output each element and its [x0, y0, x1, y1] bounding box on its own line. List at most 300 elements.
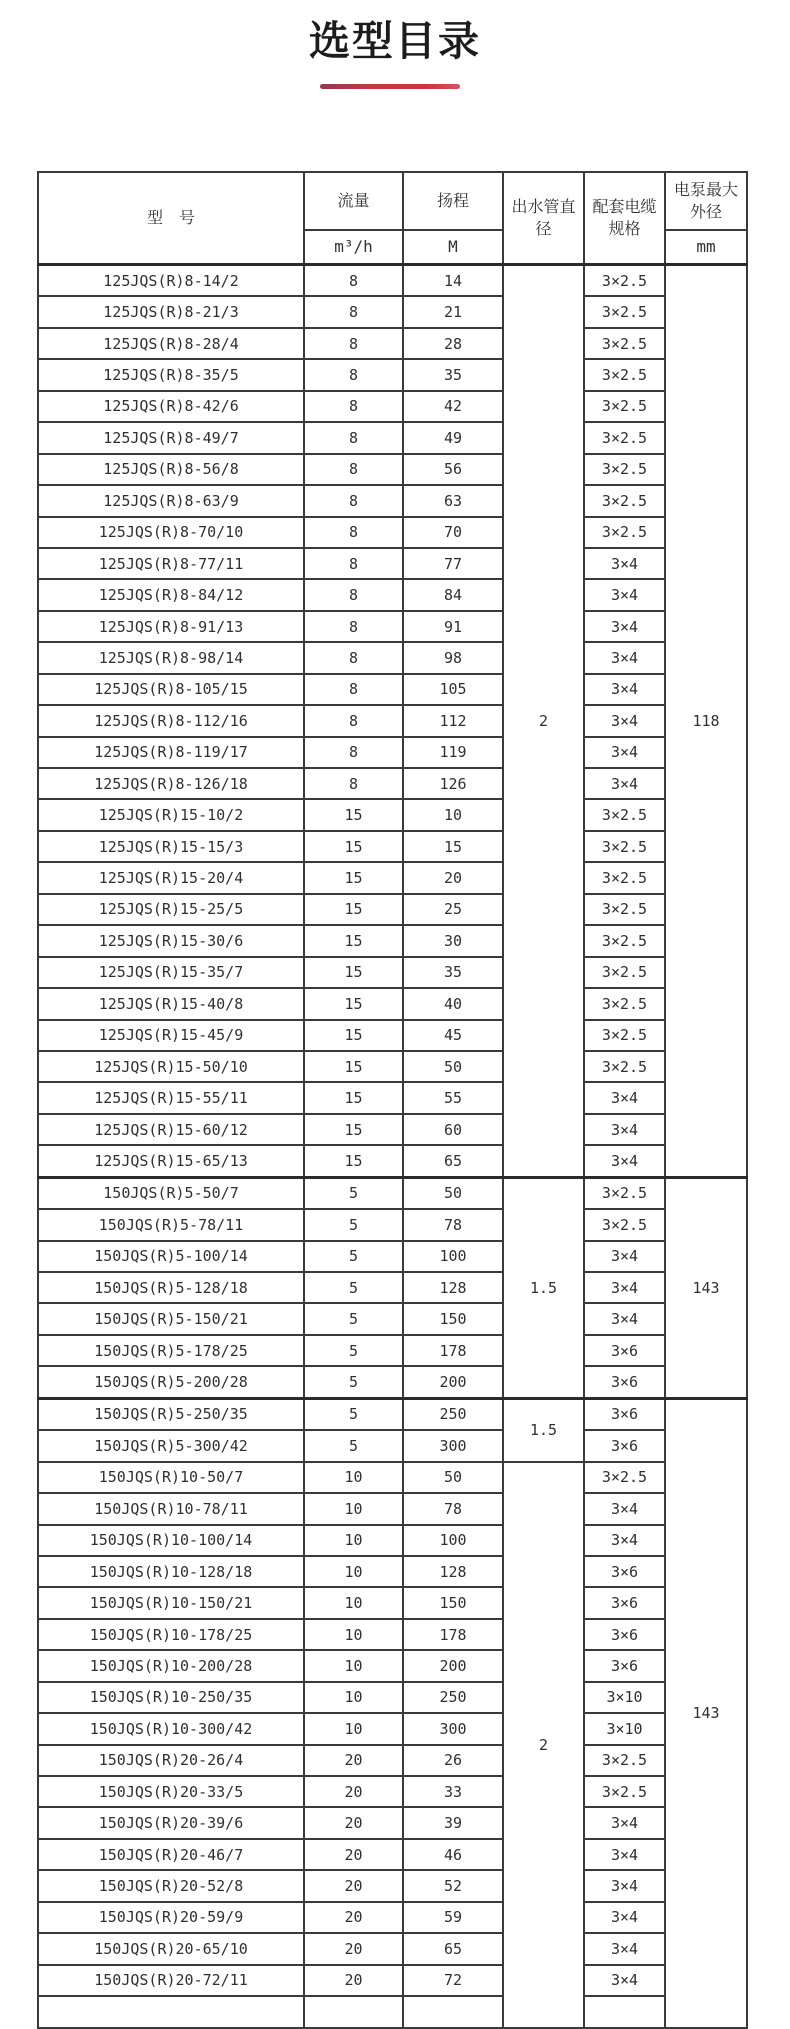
head-cell: 10 — [403, 799, 503, 830]
table-row — [38, 485, 747, 516]
model-cell: 150JQS(R)10-150/21 — [38, 1587, 304, 1618]
model-cell: 150JQS(R)10-250/35 — [38, 1682, 304, 1713]
flow-cell: 8 — [304, 705, 403, 736]
pump-max-od-cell: 143 — [665, 1177, 747, 1398]
flow-cell: 8 — [304, 296, 403, 327]
head-cell: 35 — [403, 359, 503, 390]
head-cell: 20 — [403, 862, 503, 893]
head-cell: 52 — [403, 1870, 503, 1901]
cable-spec-cell: 3×2.5 — [584, 454, 665, 485]
head-cell: 39 — [403, 1807, 503, 1838]
head-cell: 150 — [403, 1303, 503, 1334]
head-cell: 28 — [403, 328, 503, 359]
head-cell: 178 — [403, 1335, 503, 1366]
pump-max-od-cell: 143 — [665, 1398, 747, 2027]
flow-cell: 20 — [304, 1776, 403, 1807]
cable-spec-cell: 3×2.5 — [584, 831, 665, 862]
cable-spec-cell: 3×2.5 — [584, 1177, 665, 1209]
cable-spec-cell: 3×6 — [584, 1430, 665, 1461]
table-row — [38, 1241, 747, 1272]
head-cell: 49 — [403, 422, 503, 453]
cable-spec-cell: 3×4 — [584, 1870, 665, 1901]
cable-spec-cell: 3×4 — [584, 1114, 665, 1145]
model-cell: 125JQS(R)8-35/5 — [38, 359, 304, 390]
model-cell: 150JQS(R)10-100/14 — [38, 1525, 304, 1556]
head-cell: 40 — [403, 988, 503, 1019]
model-cell: 125JQS(R)15-50/10 — [38, 1051, 304, 1082]
table-row — [38, 1933, 747, 1964]
table-row — [38, 1807, 747, 1838]
cable-spec-cell: 3×4 — [584, 1493, 665, 1524]
model-cell: 150JQS(R)10-200/28 — [38, 1650, 304, 1681]
cable-spec-cell: 3×2.5 — [584, 328, 665, 359]
table-row — [38, 1209, 747, 1240]
model-cell: 125JQS(R)15-20/4 — [38, 862, 304, 893]
pump-selection-table — [37, 171, 748, 2029]
model-cell: 125JQS(R)15-40/8 — [38, 988, 304, 1019]
cable-spec-cell: 3×4 — [584, 1933, 665, 1964]
model-cell: 125JQS(R)8-70/10 — [38, 517, 304, 548]
cable-spec-cell — [584, 1996, 665, 2027]
cable-spec-cell: 3×2.5 — [584, 1051, 665, 1082]
cable-spec-cell: 3×2.5 — [584, 296, 665, 327]
table-row — [38, 1082, 747, 1113]
table-row — [38, 1619, 747, 1650]
model-cell: 150JQS(R)5-100/14 — [38, 1241, 304, 1272]
cable-spec-cell: 3×2.5 — [584, 988, 665, 1019]
table-row — [38, 1051, 747, 1082]
model-cell: 125JQS(R)15-25/5 — [38, 894, 304, 925]
cable-spec-cell: 3×6 — [584, 1335, 665, 1366]
model-cell: 125JQS(R)15-15/3 — [38, 831, 304, 862]
cable-spec-cell: 3×4 — [584, 1525, 665, 1556]
flow-cell: 5 — [304, 1241, 403, 1272]
model-cell: 150JQS(R)20-46/7 — [38, 1839, 304, 1870]
table-row — [38, 768, 747, 799]
head-cell: 65 — [403, 1145, 503, 1177]
flow-cell: 8 — [304, 391, 403, 422]
model-cell: 125JQS(R)8-112/16 — [38, 705, 304, 736]
head-cell: 200 — [403, 1366, 503, 1398]
header-head: 扬程 — [403, 172, 503, 230]
flow-cell: 15 — [304, 799, 403, 830]
table-row — [38, 1398, 747, 1430]
table-row — [38, 705, 747, 736]
model-cell: 150JQS(R)20-39/6 — [38, 1807, 304, 1838]
header-cable-spec: 配套电缆规格 — [584, 172, 665, 265]
head-cell: 56 — [403, 454, 503, 485]
model-cell: 150JQS(R)20-33/5 — [38, 1776, 304, 1807]
head-cell: 78 — [403, 1493, 503, 1524]
pump-max-od-cell: 118 — [665, 265, 747, 1178]
head-cell: 50 — [403, 1462, 503, 1493]
cable-spec-cell: 3×4 — [584, 1902, 665, 1933]
flow-cell: 20 — [304, 1933, 403, 1964]
table-row — [38, 988, 747, 1019]
cable-spec-cell: 3×6 — [584, 1587, 665, 1618]
table-row — [38, 862, 747, 893]
model-cell: 150JQS(R)5-250/35 — [38, 1398, 304, 1430]
cable-spec-cell: 3×4 — [584, 737, 665, 768]
model-cell: 150JQS(R)10-128/18 — [38, 1556, 304, 1587]
table-row — [38, 265, 747, 297]
table-row — [38, 925, 747, 956]
head-cell: 70 — [403, 517, 503, 548]
cable-spec-cell: 3×2.5 — [584, 799, 665, 830]
flow-cell: 15 — [304, 1114, 403, 1145]
head-cell: 33 — [403, 1776, 503, 1807]
flow-cell: 10 — [304, 1713, 403, 1744]
flow-cell: 8 — [304, 265, 403, 297]
flow-cell: 8 — [304, 611, 403, 642]
model-cell — [38, 1996, 304, 2027]
cable-spec-cell: 3×4 — [584, 1272, 665, 1303]
model-cell: 125JQS(R)8-49/7 — [38, 422, 304, 453]
head-cell: 50 — [403, 1051, 503, 1082]
table-row — [38, 517, 747, 548]
cable-spec-cell: 3×10 — [584, 1713, 665, 1744]
model-cell: 150JQS(R)20-65/10 — [38, 1933, 304, 1964]
cable-spec-cell: 3×2.5 — [584, 925, 665, 956]
page-title: 选型目录 — [309, 17, 481, 65]
head-cell: 42 — [403, 391, 503, 422]
head-cell: 63 — [403, 485, 503, 516]
table-row — [38, 1493, 747, 1524]
head-cell: 100 — [403, 1241, 503, 1272]
table-row — [38, 1335, 747, 1366]
table-row — [38, 548, 747, 579]
cable-spec-cell: 3×2.5 — [584, 957, 665, 988]
flow-cell: 8 — [304, 737, 403, 768]
table-row — [38, 579, 747, 610]
head-cell: 59 — [403, 1902, 503, 1933]
cable-spec-cell: 3×2.5 — [584, 1209, 665, 1240]
table-row — [38, 1272, 747, 1303]
table-row — [38, 1650, 747, 1681]
table-body — [38, 265, 747, 2028]
table-row — [38, 1902, 747, 1933]
head-cell: 25 — [403, 894, 503, 925]
flow-cell: 15 — [304, 1082, 403, 1113]
model-cell: 125JQS(R)8-63/9 — [38, 485, 304, 516]
head-cell: 72 — [403, 1965, 503, 1996]
flow-cell: 8 — [304, 548, 403, 579]
head-cell: 78 — [403, 1209, 503, 1240]
table-row — [38, 391, 747, 422]
model-cell: 125JQS(R)8-119/17 — [38, 737, 304, 768]
head-cell: 26 — [403, 1745, 503, 1776]
model-cell: 125JQS(R)8-28/4 — [38, 328, 304, 359]
cable-spec-cell: 3×2.5 — [584, 1020, 665, 1051]
header-flow-unit: m³/h — [304, 230, 403, 265]
cable-spec-cell: 3×4 — [584, 1082, 665, 1113]
table-row — [38, 894, 747, 925]
head-cell: 105 — [403, 674, 503, 705]
head-cell: 77 — [403, 548, 503, 579]
cable-spec-cell: 3×4 — [584, 548, 665, 579]
model-cell: 125JQS(R)15-55/11 — [38, 1082, 304, 1113]
table-row — [38, 296, 747, 327]
model-cell: 150JQS(R)10-300/42 — [38, 1713, 304, 1744]
flow-cell: 5 — [304, 1272, 403, 1303]
table-row — [38, 1776, 747, 1807]
model-cell: 125JQS(R)8-21/3 — [38, 296, 304, 327]
model-cell: 150JQS(R)5-150/21 — [38, 1303, 304, 1334]
head-cell: 250 — [403, 1682, 503, 1713]
outlet-diameter-cell: 2 — [503, 1462, 584, 2028]
flow-cell: 15 — [304, 1145, 403, 1177]
flow-cell: 8 — [304, 674, 403, 705]
cable-spec-cell: 3×2.5 — [584, 1745, 665, 1776]
model-cell: 125JQS(R)8-77/11 — [38, 548, 304, 579]
cable-spec-cell: 3×2.5 — [584, 894, 665, 925]
flow-cell: 15 — [304, 831, 403, 862]
cable-spec-cell: 3×2.5 — [584, 862, 665, 893]
flow-cell: 15 — [304, 862, 403, 893]
model-cell: 150JQS(R)5-300/42 — [38, 1430, 304, 1461]
head-cell: 55 — [403, 1082, 503, 1113]
flow-cell: 5 — [304, 1303, 403, 1334]
flow-cell: 8 — [304, 422, 403, 453]
flow-cell: 8 — [304, 642, 403, 673]
flow-cell: 20 — [304, 1870, 403, 1901]
model-cell: 150JQS(R)5-128/18 — [38, 1272, 304, 1303]
flow-cell: 5 — [304, 1366, 403, 1398]
cable-spec-cell: 3×6 — [584, 1398, 665, 1430]
flow-cell: 10 — [304, 1493, 403, 1524]
table-row — [38, 454, 747, 485]
flow-cell: 20 — [304, 1965, 403, 1996]
cable-spec-cell: 3×2.5 — [584, 391, 665, 422]
table-row — [38, 642, 747, 673]
model-cell: 150JQS(R)20-52/8 — [38, 1870, 304, 1901]
cable-spec-cell: 3×6 — [584, 1366, 665, 1398]
cable-spec-cell: 3×2.5 — [584, 422, 665, 453]
table-row — [38, 831, 747, 862]
flow-cell: 5 — [304, 1398, 403, 1430]
head-cell: 100 — [403, 1525, 503, 1556]
cable-spec-cell: 3×4 — [584, 642, 665, 673]
cable-spec-cell: 3×4 — [584, 1241, 665, 1272]
flow-cell: 5 — [304, 1177, 403, 1209]
head-cell: 250 — [403, 1398, 503, 1430]
flow-cell: 5 — [304, 1430, 403, 1461]
head-cell: 84 — [403, 579, 503, 610]
head-cell: 300 — [403, 1430, 503, 1461]
model-cell: 125JQS(R)8-126/18 — [38, 768, 304, 799]
header-od-unit: mm — [665, 230, 747, 265]
table-row — [38, 1462, 747, 1493]
cable-spec-cell: 3×2.5 — [584, 1776, 665, 1807]
header-pump-max-od: 电泵最大外径 — [665, 172, 747, 230]
header-head-unit: M — [403, 230, 503, 265]
cable-spec-cell: 3×6 — [584, 1650, 665, 1681]
flow-cell: 20 — [304, 1839, 403, 1870]
table-row — [38, 611, 747, 642]
flow-cell: 8 — [304, 359, 403, 390]
table-row — [38, 1870, 747, 1901]
head-cell: 126 — [403, 768, 503, 799]
head-cell: 178 — [403, 1619, 503, 1650]
header-model: 型 号 — [38, 172, 304, 265]
flow-cell: 10 — [304, 1650, 403, 1681]
table-row — [38, 422, 747, 453]
model-cell: 150JQS(R)5-78/11 — [38, 1209, 304, 1240]
model-cell: 125JQS(R)15-60/12 — [38, 1114, 304, 1145]
cable-spec-cell: 3×4 — [584, 674, 665, 705]
model-cell: 150JQS(R)10-50/7 — [38, 1462, 304, 1493]
flow-cell: 10 — [304, 1525, 403, 1556]
table-row — [38, 1745, 747, 1776]
table-row — [38, 328, 747, 359]
flow-cell: 10 — [304, 1682, 403, 1713]
cable-spec-cell: 3×4 — [584, 611, 665, 642]
cable-spec-cell: 3×10 — [584, 1682, 665, 1713]
flow-cell: 15 — [304, 957, 403, 988]
table-header — [38, 172, 747, 265]
cable-spec-cell: 3×4 — [584, 579, 665, 610]
head-cell: 200 — [403, 1650, 503, 1681]
flow-cell: 20 — [304, 1902, 403, 1933]
table-row — [38, 1556, 747, 1587]
head-cell: 60 — [403, 1114, 503, 1145]
outlet-diameter-cell: 1.5 — [503, 1398, 584, 1461]
model-cell: 125JQS(R)8-42/6 — [38, 391, 304, 422]
model-cell: 150JQS(R)20-59/9 — [38, 1902, 304, 1933]
title-underline-accent — [320, 84, 460, 89]
cable-spec-cell: 3×2.5 — [584, 485, 665, 516]
flow-cell: 15 — [304, 925, 403, 956]
table-row — [38, 1145, 747, 1177]
head-cell: 50 — [403, 1177, 503, 1209]
table-row — [38, 1965, 747, 1996]
table-row — [38, 957, 747, 988]
flow-cell: 8 — [304, 579, 403, 610]
cable-spec-cell: 3×4 — [584, 768, 665, 799]
outlet-diameter-cell: 2 — [503, 265, 584, 1178]
flow-cell: 20 — [304, 1745, 403, 1776]
head-cell: 14 — [403, 265, 503, 297]
header-flow: 流量 — [304, 172, 403, 230]
cable-spec-cell: 3×4 — [584, 1839, 665, 1870]
table-row — [38, 1114, 747, 1145]
cable-spec-cell: 3×2.5 — [584, 1462, 665, 1493]
model-cell: 150JQS(R)5-200/28 — [38, 1366, 304, 1398]
flow-cell: 5 — [304, 1209, 403, 1240]
head-cell: 128 — [403, 1556, 503, 1587]
model-cell: 125JQS(R)15-45/9 — [38, 1020, 304, 1051]
head-cell: 35 — [403, 957, 503, 988]
table-row — [38, 1839, 747, 1870]
table-row — [38, 1587, 747, 1618]
head-cell: 21 — [403, 296, 503, 327]
head-cell: 30 — [403, 925, 503, 956]
model-cell: 125JQS(R)8-56/8 — [38, 454, 304, 485]
table-row — [38, 1020, 747, 1051]
head-cell: 46 — [403, 1839, 503, 1870]
head-cell: 91 — [403, 611, 503, 642]
head-cell: 128 — [403, 1272, 503, 1303]
cable-spec-cell: 3×2.5 — [584, 517, 665, 548]
table-row — [38, 1525, 747, 1556]
flow-cell: 8 — [304, 517, 403, 548]
table-row — [38, 1366, 747, 1398]
flow-cell: 15 — [304, 988, 403, 1019]
head-cell: 150 — [403, 1587, 503, 1618]
head-cell: 112 — [403, 705, 503, 736]
table-row — [38, 737, 747, 768]
table-row — [38, 1996, 747, 2027]
cable-spec-cell: 3×4 — [584, 1303, 665, 1334]
flow-cell: 10 — [304, 1556, 403, 1587]
cable-spec-cell: 3×6 — [584, 1619, 665, 1650]
head-cell: 300 — [403, 1713, 503, 1744]
cable-spec-cell: 3×4 — [584, 705, 665, 736]
flow-cell — [304, 1996, 403, 2027]
head-cell — [403, 1996, 503, 2027]
flow-cell: 8 — [304, 485, 403, 516]
flow-cell: 20 — [304, 1807, 403, 1838]
cable-spec-cell: 3×4 — [584, 1965, 665, 1996]
table-row — [38, 359, 747, 390]
head-cell: 45 — [403, 1020, 503, 1051]
flow-cell: 10 — [304, 1587, 403, 1618]
table-row — [38, 799, 747, 830]
model-cell: 150JQS(R)20-26/4 — [38, 1745, 304, 1776]
model-cell: 125JQS(R)15-30/6 — [38, 925, 304, 956]
cable-spec-cell: 3×6 — [584, 1556, 665, 1587]
table-row — [38, 1303, 747, 1334]
flow-cell: 5 — [304, 1335, 403, 1366]
head-cell: 119 — [403, 737, 503, 768]
cable-spec-cell: 3×4 — [584, 1145, 665, 1177]
head-cell: 98 — [403, 642, 503, 673]
flow-cell: 15 — [304, 1020, 403, 1051]
flow-cell: 10 — [304, 1462, 403, 1493]
flow-cell: 15 — [304, 1051, 403, 1082]
flow-cell: 10 — [304, 1619, 403, 1650]
model-cell: 150JQS(R)5-50/7 — [38, 1177, 304, 1209]
model-cell: 150JQS(R)20-72/11 — [38, 1965, 304, 1996]
model-cell: 150JQS(R)10-78/11 — [38, 1493, 304, 1524]
model-cell: 125JQS(R)15-10/2 — [38, 799, 304, 830]
cable-spec-cell: 3×2.5 — [584, 359, 665, 390]
model-cell: 125JQS(R)8-98/14 — [38, 642, 304, 673]
model-cell: 125JQS(R)15-65/13 — [38, 1145, 304, 1177]
model-cell: 125JQS(R)15-35/7 — [38, 957, 304, 988]
model-cell: 150JQS(R)10-178/25 — [38, 1619, 304, 1650]
head-cell: 15 — [403, 831, 503, 862]
flow-cell: 8 — [304, 768, 403, 799]
flow-cell: 8 — [304, 328, 403, 359]
outlet-diameter-cell: 1.5 — [503, 1177, 584, 1398]
flow-cell: 8 — [304, 454, 403, 485]
model-cell: 150JQS(R)5-178/25 — [38, 1335, 304, 1366]
cable-spec-cell: 3×4 — [584, 1807, 665, 1838]
head-cell: 65 — [403, 1933, 503, 1964]
table-row — [38, 1713, 747, 1744]
header-outlet-diameter: 出水管直径 — [503, 172, 584, 265]
table-row — [38, 674, 747, 705]
model-cell: 125JQS(R)8-91/13 — [38, 611, 304, 642]
table-row — [38, 1430, 747, 1461]
flow-cell: 15 — [304, 894, 403, 925]
table-row — [38, 1177, 747, 1209]
model-cell: 125JQS(R)8-14/2 — [38, 265, 304, 297]
cable-spec-cell: 3×2.5 — [584, 265, 665, 297]
table-row — [38, 1682, 747, 1713]
model-cell: 125JQS(R)8-105/15 — [38, 674, 304, 705]
